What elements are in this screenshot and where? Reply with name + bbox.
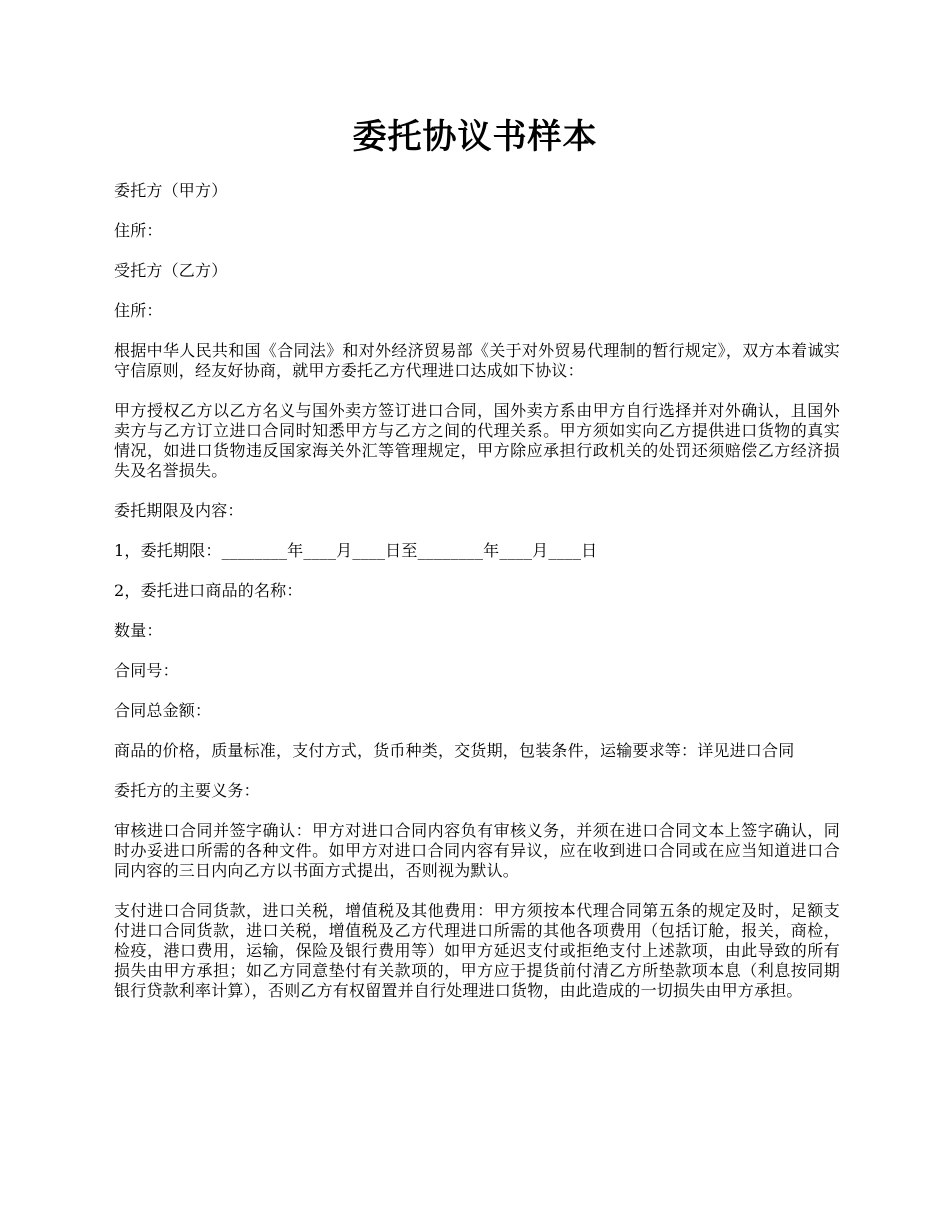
preamble-paragraph: 根据中华人民共和国《合同法》和对外经济贸易部《关于对外贸易代理制的暂行规定》，双方本着诚实守信原则，经友好协商，就甲方委托乙方代理进口达成如下协议： xyxy=(114,341,840,380)
contract-number-line: 合同号： xyxy=(114,661,179,680)
party-a-label: 委托方（甲方） xyxy=(114,181,228,200)
review-contract-paragraph: 审核进口合同并签字确认：甲方对进口合同内容负有审核义务，并须在进口合同文本上签字确认，同时办妥进口所需的各种文件。如甲方对进口合同内容有异议，应在收到进口合同或在应当知道进口合同内容的三日内向乙方以书面方式提出，否则视为默认。 xyxy=(114,821,840,880)
goods-name-line: 2，委托进口商品的名称： xyxy=(114,581,303,600)
term-and-content-heading: 委托期限及内容： xyxy=(114,501,244,520)
term-line: 1，委托期限：________年____月____日至________年____月____日 xyxy=(114,541,598,560)
party-b-address: 住所： xyxy=(114,301,163,320)
party-b-label: 受托方（乙方） xyxy=(114,261,228,280)
quantity-line: 数量： xyxy=(114,621,163,640)
document-body xyxy=(114,181,840,1021)
party-a-address: 住所： xyxy=(114,221,163,240)
contract-amount-line: 合同总金额： xyxy=(114,701,212,720)
principal-duties-heading: 委托方的主要义务： xyxy=(114,781,260,800)
document-title: 委托协议书样本 xyxy=(352,117,598,157)
goods-terms-paragraph: 商品的价格，质量标准，支付方式，货币种类，交货期，包装条件，运输要求等：详见进口合同 xyxy=(114,741,795,760)
payment-paragraph: 支付进口合同货款，进口关税，增值税及其他费用：甲方须按本代理合同第五条的规定及时，足额支付进口合同货款，进口关税，增值税及乙方代理进口所需的其他各项费用（包括订舱，报关，商检，检疫，港口费用，运输，保险及银行费用等）如甲方延迟支付或拒绝支付上述款项，由此导致的所有损失由甲方承担；如乙方同意垫付有关款项的，甲方应于提货前付清乙方所垫款项本息（利息按同期银行贷款利率计算），否则乙方有权留置并自行处理进口货物，由此造成的一切损失由甲方承担。 xyxy=(114,901,840,1000)
authorization-paragraph: 甲方授权乙方以乙方名义与国外卖方签订进口合同，国外卖方系由甲方自行选择并对外确认，且国外卖方与乙方订立进口合同时知悉甲方与乙方之间的代理关系。甲方须如实向乙方提供进口货物的真实情况，如进口货物违反国家海关外汇等管理规定，甲方除应承担行政机关的处罚还须赔偿乙方经济损失及名誉损失。 xyxy=(114,401,840,480)
